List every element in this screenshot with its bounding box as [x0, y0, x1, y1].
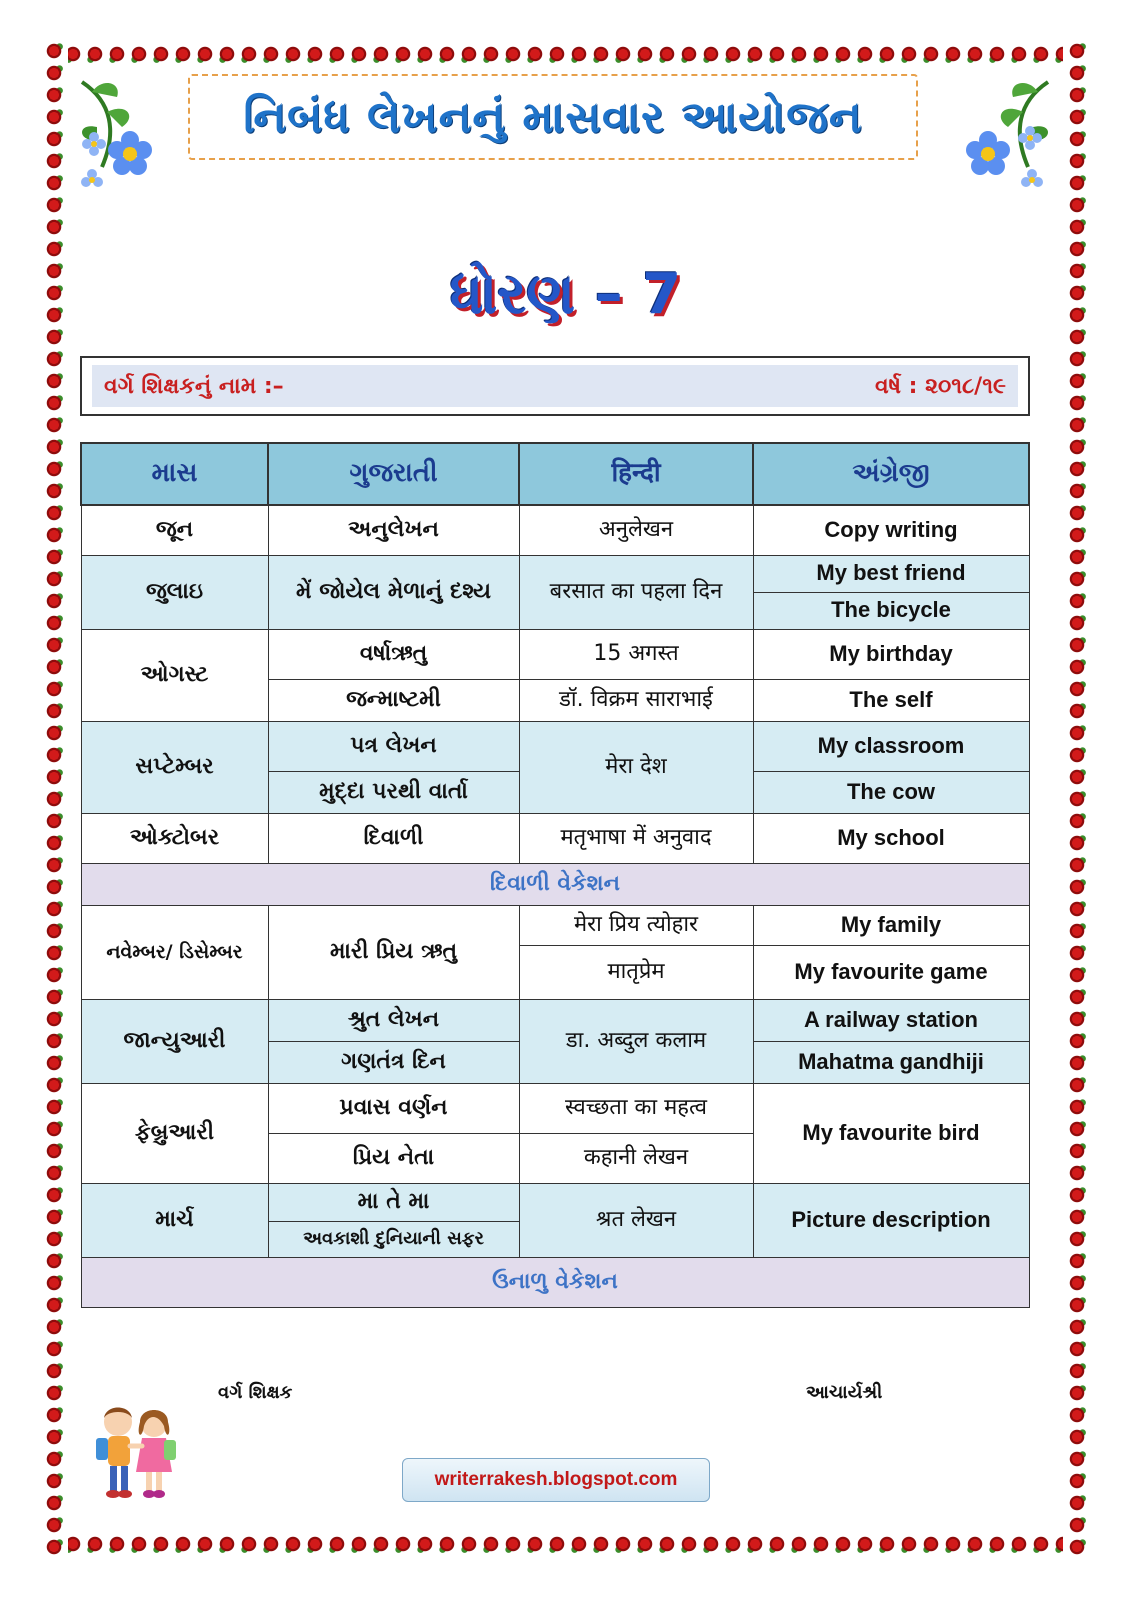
grade-heading: ધોરણ – 7 — [449, 262, 682, 327]
class-teacher-signature: વર્ગ શિક્ષક — [218, 1382, 293, 1403]
month-cell: ઓક્ટોબર — [81, 813, 268, 863]
hindi-cell: 15 अगस्त — [519, 629, 753, 679]
hindi-cell: बरसात का पहला दिन — [519, 555, 753, 629]
gujarati-cell: પત્ર લેખન — [268, 721, 519, 771]
hindi-cell: श्रत लेखन — [519, 1183, 753, 1257]
title-box — [188, 74, 918, 160]
website-link[interactable]: writerrakesh.blogspot.com — [402, 1458, 710, 1502]
english-cell: Picture description — [753, 1183, 1029, 1257]
month-cell: ફેબ્રુઆરી — [81, 1083, 268, 1183]
hindi-cell: डा. अब्दुल कलाम — [519, 999, 753, 1083]
english-cell: My favourite bird — [753, 1083, 1029, 1183]
floral-border-bottom — [40, 1530, 1091, 1558]
floral-border-top — [40, 40, 1091, 68]
english-cell: My school — [753, 813, 1029, 863]
hindi-cell: मेरा देश — [519, 721, 753, 813]
hindi-cell: मातृप्रेम — [519, 945, 753, 999]
month-cell: જુલાઇ — [81, 555, 268, 629]
page-title: નિબંધ લેખનનું માસવાર આયોજન — [243, 91, 863, 143]
header-hindi: हिन्दी — [519, 443, 753, 505]
header-month: માસ — [81, 443, 268, 505]
summer-vacation-label: ઉનાળુ વેકેશન — [81, 1257, 1029, 1307]
table-row — [81, 629, 1029, 679]
principal-signature: આચાર્યશ્રી — [806, 1382, 883, 1403]
hindi-cell: मेरा प्रिय त्योहार — [519, 905, 753, 945]
english-cell: My birthday — [753, 629, 1029, 679]
gujarati-cell: વર્ષાઋતુ — [268, 629, 519, 679]
header-gujarati: ગુજરાતી — [268, 443, 519, 505]
year-label: વર્ષ : ૨૦૧૮/૧૯ — [875, 373, 1006, 399]
children-illustration-icon — [88, 1396, 184, 1508]
table-row — [81, 555, 1029, 592]
month-cell: માર્ચ — [81, 1183, 268, 1257]
gujarati-cell: મુદ્દા પરથી વાર્તા — [268, 771, 519, 813]
table-row — [81, 999, 1029, 1041]
month-cell: જાન્યુઆરી — [81, 999, 268, 1083]
month-cell: જૂન — [81, 505, 268, 555]
english-cell: The cow — [753, 771, 1029, 813]
table-row — [81, 1083, 1029, 1133]
hindi-cell: कहानी लेखन — [519, 1133, 753, 1183]
gujarati-cell: પ્રિય નેતા — [268, 1133, 519, 1183]
diwali-vacation-label: દિવાળી વેકેશન — [81, 863, 1029, 905]
english-cell: My favourite game — [753, 945, 1029, 999]
gujarati-cell: મારી પ્રિય ઋતુ — [268, 905, 519, 999]
hindi-cell: डॉ. विक्रम साराभाई — [519, 679, 753, 721]
english-cell: My classroom — [753, 721, 1029, 771]
english-cell: My family — [753, 905, 1029, 945]
flower-decoration-left-icon — [72, 72, 182, 202]
gujarati-cell: મેં જોયેલ મેળાનું દશ્ય — [268, 555, 519, 629]
table-header-row — [81, 443, 1029, 505]
hindi-cell: स्वच्छता का महत्व — [519, 1083, 753, 1133]
table-row — [81, 721, 1029, 771]
teacher-name-label: વર્ગ શિક્ષકનું નામ :– — [104, 373, 284, 399]
english-cell: Copy writing — [753, 505, 1029, 555]
english-cell: A railway station — [753, 999, 1029, 1041]
english-cell: My best friend — [753, 555, 1029, 592]
english-cell: Mahatma gandhiji — [753, 1041, 1029, 1083]
hindi-cell: मतृभाषा में अनुवाद — [519, 813, 753, 863]
english-cell: The bicycle — [753, 592, 1029, 629]
gujarati-cell: મા તે મા — [268, 1183, 519, 1221]
gujarati-cell: દિવાળી — [268, 813, 519, 863]
english-cell: The self — [753, 679, 1029, 721]
gujarati-cell: જન્માષ્ટમી — [268, 679, 519, 721]
table-row — [81, 505, 1029, 555]
table-row — [81, 905, 1029, 945]
gujarati-cell: શ્રુત લેખન — [268, 999, 519, 1041]
gujarati-cell: પ્રવાસ વર્ણન — [268, 1083, 519, 1133]
flower-decoration-right-icon — [948, 72, 1058, 202]
month-cell: ઓગસ્ટ — [81, 629, 268, 721]
gujarati-cell: અવકાશી દુનિયાની સફર — [268, 1221, 519, 1257]
hindi-cell: अनुलेखन — [519, 505, 753, 555]
gujarati-cell: ગણતંત્ર દિન — [268, 1041, 519, 1083]
month-cell: નવેમ્બર/ ડિસેમ્બર — [81, 905, 268, 999]
header-english: અંગ્રેજી — [753, 443, 1029, 505]
month-cell: સપ્ટેમ્બર — [81, 721, 268, 813]
teacher-name-bar — [92, 365, 1018, 407]
gujarati-cell: અનુલેખન — [268, 505, 519, 555]
table-row — [81, 813, 1029, 863]
table-row — [81, 1183, 1029, 1221]
vacation-row — [81, 863, 1029, 905]
teacher-name-box — [80, 356, 1030, 416]
essay-plan-table — [80, 442, 1030, 1308]
vacation-row — [81, 1257, 1029, 1307]
